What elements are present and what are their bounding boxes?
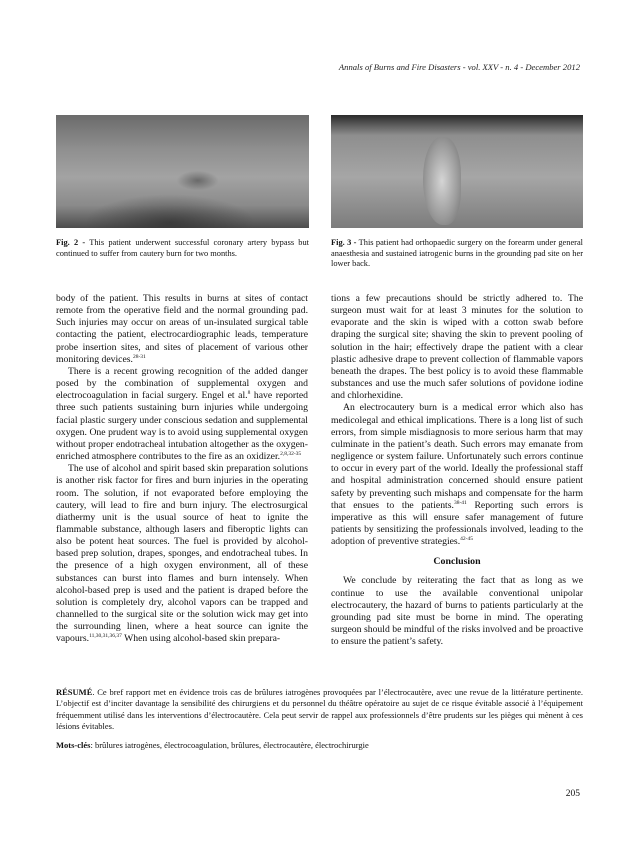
section-heading: Conclusion (433, 556, 481, 568)
running-header: Annals of Burns and Fire Disasters - vol. XXV - n. 4 - December 2012 (338, 62, 580, 72)
citation: 42-45 (460, 535, 473, 542)
left-column (56, 293, 308, 646)
citation: 11,30,31,36,37 (89, 633, 122, 640)
figure-2-label: Fig. 2 - (56, 238, 86, 247)
resume-label: RÉSUMÉ (56, 687, 93, 697)
figure-3-photo (331, 115, 583, 228)
paragraph: tions a few precautions should be strictly adhered to. The surgeon must wait for at least 3 minutes for the solution to evaporate and the skin is wiped with a cotton swab before draping the surgical site; shaving the skin to prevent pooling of solution in the hair; effectively drape the patient with a clear plastic adhesive drape to prevent collection of flammable vapors beneath the drapes. The best policy is to avoid these flammable substances and use the much safer solutions of povidone iodine and chlorhexidine. (331, 293, 583, 402)
citation: 8 (247, 390, 251, 397)
figure-2-photo (56, 115, 309, 228)
resume-abstract: RÉSUMÉ. Ce bref rapport met en évidence trois cas de brûlures iatrogènes provoquées par l’électrocautère, avec une revue de la littérature pertinente. L’objectif est d’inciter davantage la sensibilité des chirurgiens et du personnel du théâtre opératoire au sujet de ce risque évitable associé à l’équipement fréquemment utilisé dans les interventions d’électrocautère. Cela peut servir de rappel aux professionnels d’être prudents sur les pièges qui mènent à ces lésions évitables. (56, 687, 583, 731)
keywords: Mots-clés: brûlures iatrogènes, électrocoagulation, brûlures, électrocautère, électrochirurgie (56, 740, 369, 750)
keywords-label: Mots-clés (56, 740, 91, 750)
burn-patch (423, 137, 461, 225)
paragraph: The use of alcohol and spirit based skin preparation solutions is another risk factor for fires and burn injuries in the operating room. The solution, if not evaporated before employing the cautery, will lead to fire and burn injury. The electrosurgical diathermy unit is the usual source of heat to ignite the flammable substance, although lasers and fiberoptic lights can also be potent heat sources. The fuel is provided by alcohol-based prep solution, drapes, sponges, and endotracheal tubes. In the presence of a high oxygen environment, all of these substances can burst into flames and burn intensely. When alcohol-based prep is used and the patient is draped before the solution is completely dry, alcohol vapors can be trapped and channelled to the surgical site or the solution wick may get into the surrounding linen, where a heat source can ignite the vapours.$^{11,30,31,36,37}$ When using alcohol-based skin prepara- (56, 463, 308, 645)
paragraph: An electrocautery burn is a medical error which also has medicolegal and ethical implications. There is a long list of such errors, from simple misdiagnosis to more serious harm that may culminate in the patient’s death. Such errors may emanate from negligence or system failure. Unfortunately such errors continue to occur in every part of the world. Ideally the professional staff and hospital administration concerned should ensure patient safety by preventing such mishaps and compensate for the harm that ensues to the patients.$^{38-41}$ Reporting such errors is imperative as this will ensure safer management of future patients by sensitizing the professionals involved, leading to the adoption of preventive strategies.$^{42-45}$ (331, 402, 583, 548)
figure-3-caption (331, 238, 583, 270)
right-column (331, 293, 583, 648)
citation: 28-31 (132, 353, 146, 360)
figure-3-caption-text: This patient had orthopaedic surgery on the forearm under general anaesthesia and sustained iatrogenic burns in the grounding pad site on her lower back. (331, 238, 583, 269)
citation: 38-41 (453, 499, 467, 506)
paragraph: There is a recent growing recognition of the added danger posed by the combination of supplemental oxygen and electrocoagulation in facial surgery. Engel et al.$^8$ have reported three such patients sustaining burn injuries while undergoing facial plastic surgery under conscious sedation and supplemental oxygen. One prudent way is to avoid using supplemental oxygen without proper endotracheal intubation altogether as the oxygen-enriched atmosphere contributes to the fire as an oxidizer.$^{2,8,32-35}$ (56, 365, 308, 463)
paragraph: body of the patient. This results in burns at sites of contact remote from the operative field and the normal grounding pad. Such injuries may occur on areas of un-insulated surgical table contacting the patient, electrocardiographic leads, temperature probe insertion sites, and sites of placement of various other monitoring devices.$^{28-31}$ (56, 293, 308, 365)
paragraph: We conclude by reiterating the fact that as long as we continue to use the available conventional unipolar electrocautery, the hazard of burns to patients particularly at the grounding pad site must be borne in mind. The operating surgeon should be mindful of the risks involved and be proactive to ensure the patient’s safety. (331, 575, 583, 648)
figure-3-label: Fig. 3 - (331, 238, 357, 247)
citation: 2,8,32-35 (280, 450, 302, 457)
figure-2-caption (56, 238, 309, 259)
figure-2-caption-text: This patient underwent successful coronary artery bypass but continued to suffer from cautery burn for two months. (56, 238, 310, 258)
page-number: 205 (565, 789, 580, 799)
